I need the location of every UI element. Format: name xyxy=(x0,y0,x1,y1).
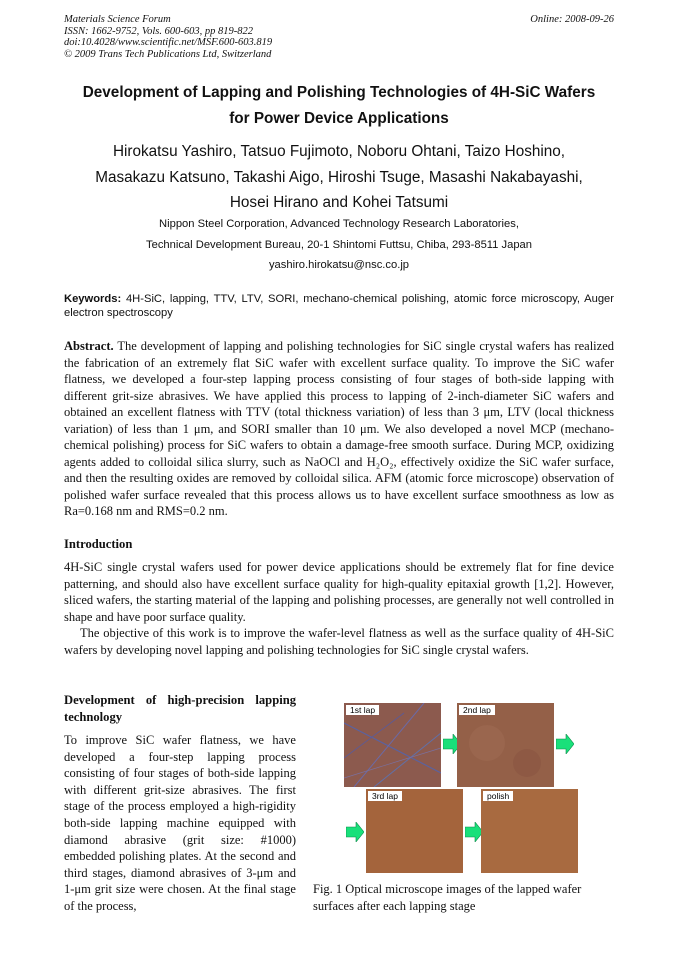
panel-label: 1st lap xyxy=(346,705,379,715)
micrograph-2nd-lap-image xyxy=(457,703,554,787)
keywords xyxy=(64,292,614,320)
micrograph-3rd-lap xyxy=(366,789,463,873)
panel-label: 3rd lap xyxy=(368,791,402,801)
micrograph-3rd-lap-image xyxy=(366,789,463,873)
introduction-paragraph-2: The objective of this work is to improve the wafer-level flatness as well as the surface quality of 4H-SiC wafers by developing novel lapping and polishing technologies for SiC single crystal wafers. xyxy=(64,626,614,657)
affiliation-line-2: Technical Development Bureau, 20-1 Shintomi Futtsu, Chiba, 293-8511 Japan xyxy=(146,238,532,251)
panel-label: polish xyxy=(483,791,513,801)
journal-name: Materials Science Forum xyxy=(64,14,171,25)
paper-title xyxy=(40,80,638,132)
arrow-right-icon xyxy=(556,734,574,754)
arrow-right-icon xyxy=(346,822,364,842)
doi: doi:10.4028/www.scientific.net/MSF.600-603.819 xyxy=(64,37,273,48)
author-email[interactable]: yashiro.hirokatsu@nsc.co.jp xyxy=(268,259,410,271)
micrograph-1st-lap xyxy=(344,703,441,787)
panel-label: 2nd lap xyxy=(459,705,495,715)
title-line-1: Development of Lapping and Polishing Technologies of 4H-SiC Wafers xyxy=(82,84,596,101)
introduction-paragraph-1: 4H-SiC single crystal wafers used for power device applications should be extremely flat for fine device patterning, and should also have excellent surface quality for high-quality epitaxial growth [1,2]. However, sliced wafers, the starting material of the lapping and polishing processes, are generally not well controlled in shape and have poor surface quality. xyxy=(64,560,614,624)
issn: ISSN: 1662-9752, Vols. 600-603, pp 819-822 xyxy=(64,25,253,37)
figure-caption: Fig. 1 Optical microscope images of the lapped wafer surfaces after each lapping stage xyxy=(313,882,582,913)
authors-line-1: Hirokatsu Yashiro, Tatsuo Fujimoto, Noboru Ohtani, Taizo Hoshino, xyxy=(112,143,566,160)
author-list xyxy=(40,139,638,216)
journal-header xyxy=(64,14,272,60)
abstract-text: The development of lapping and polishing technologies for SiC single crystal wafers has realized the fabrication of an extremely flat SiC wafer with excellent surface quality. To improve the SiC wafer flatness, we developed a four-step lapping process consisting of four stages of both-side lapping with different grit-size abrasives. We have applied this process to lapping of 2-inch-diameter SiC wafers and obtained an excellent flatness with TTV (total thickness variation) of less than 3 μm, LTV (local thickness variation) of less than 1 μm, and SORI smaller than 10 μm. We also developed a novel MCP (mechano-chemical polishing) process for SiC wafers to obtain a damage-free smooth surface. During MCP, oxidizing agents added to colloidal silica slurry, such as NaOCl and H₂O₂, effectively oxidize the SiC wafer surface, and then the resulting oxides are removed by colloidal silica. AFM (atomic force microscope) observation of polished wafer surface revealed that this process allows us to have excellent surface smoothness as low as Ra=0.168 nm and RMS=0.2 nm. xyxy=(64,339,615,518)
micrograph-2nd-lap xyxy=(457,703,554,787)
title-line-2: for Power Device Applications xyxy=(229,110,449,127)
abstract xyxy=(64,338,614,520)
keywords-label: Keywords: xyxy=(64,293,122,305)
introduction-heading: Introduction xyxy=(64,537,133,551)
affiliation xyxy=(40,214,638,276)
keywords-text: 4H-SiC, lapping, TTV, LTV, SORI, mechano-chemical polishing, atomic force microscopy, Auger electron spectroscopy xyxy=(64,293,615,319)
abstract-label: Abstract. xyxy=(64,339,114,353)
micrograph-polish xyxy=(481,789,578,873)
online-date: Online: 2008-09-26 xyxy=(530,14,614,25)
authors-line-3: Hosei Hirano and Kohei Tatsumi xyxy=(229,194,449,211)
development-text: To improve SiC wafer flatness, we have developed a four-step lapping process consisting of four stages of both-side lapping with different grit-size abrasives. The first stage of the process employed a high-rigidity both-side lapping machine equipped with diamond abrasive (grit size: #1000) embedded polishing plates. At the second and third stages, diamond abrasives of 3-μm and 1-μm grit size were chosen. At the final stage of the process, xyxy=(64,733,296,913)
authors-line-2: Masakazu Katsuno, Takashi Aigo, Hiroshi Tsuge, Masashi Nakabayashi, xyxy=(95,168,583,186)
micrograph-1st-lap-image xyxy=(344,703,441,787)
micrograph-polish-image xyxy=(481,789,578,873)
development-heading: Development of high-precision lapping technology xyxy=(64,693,296,724)
copyright: © 2009 Trans Tech Publications Ltd, Switzerland xyxy=(64,48,272,60)
affiliation-line-1: Nippon Steel Corporation, Advanced Technology Research Laboratories, xyxy=(159,218,519,230)
